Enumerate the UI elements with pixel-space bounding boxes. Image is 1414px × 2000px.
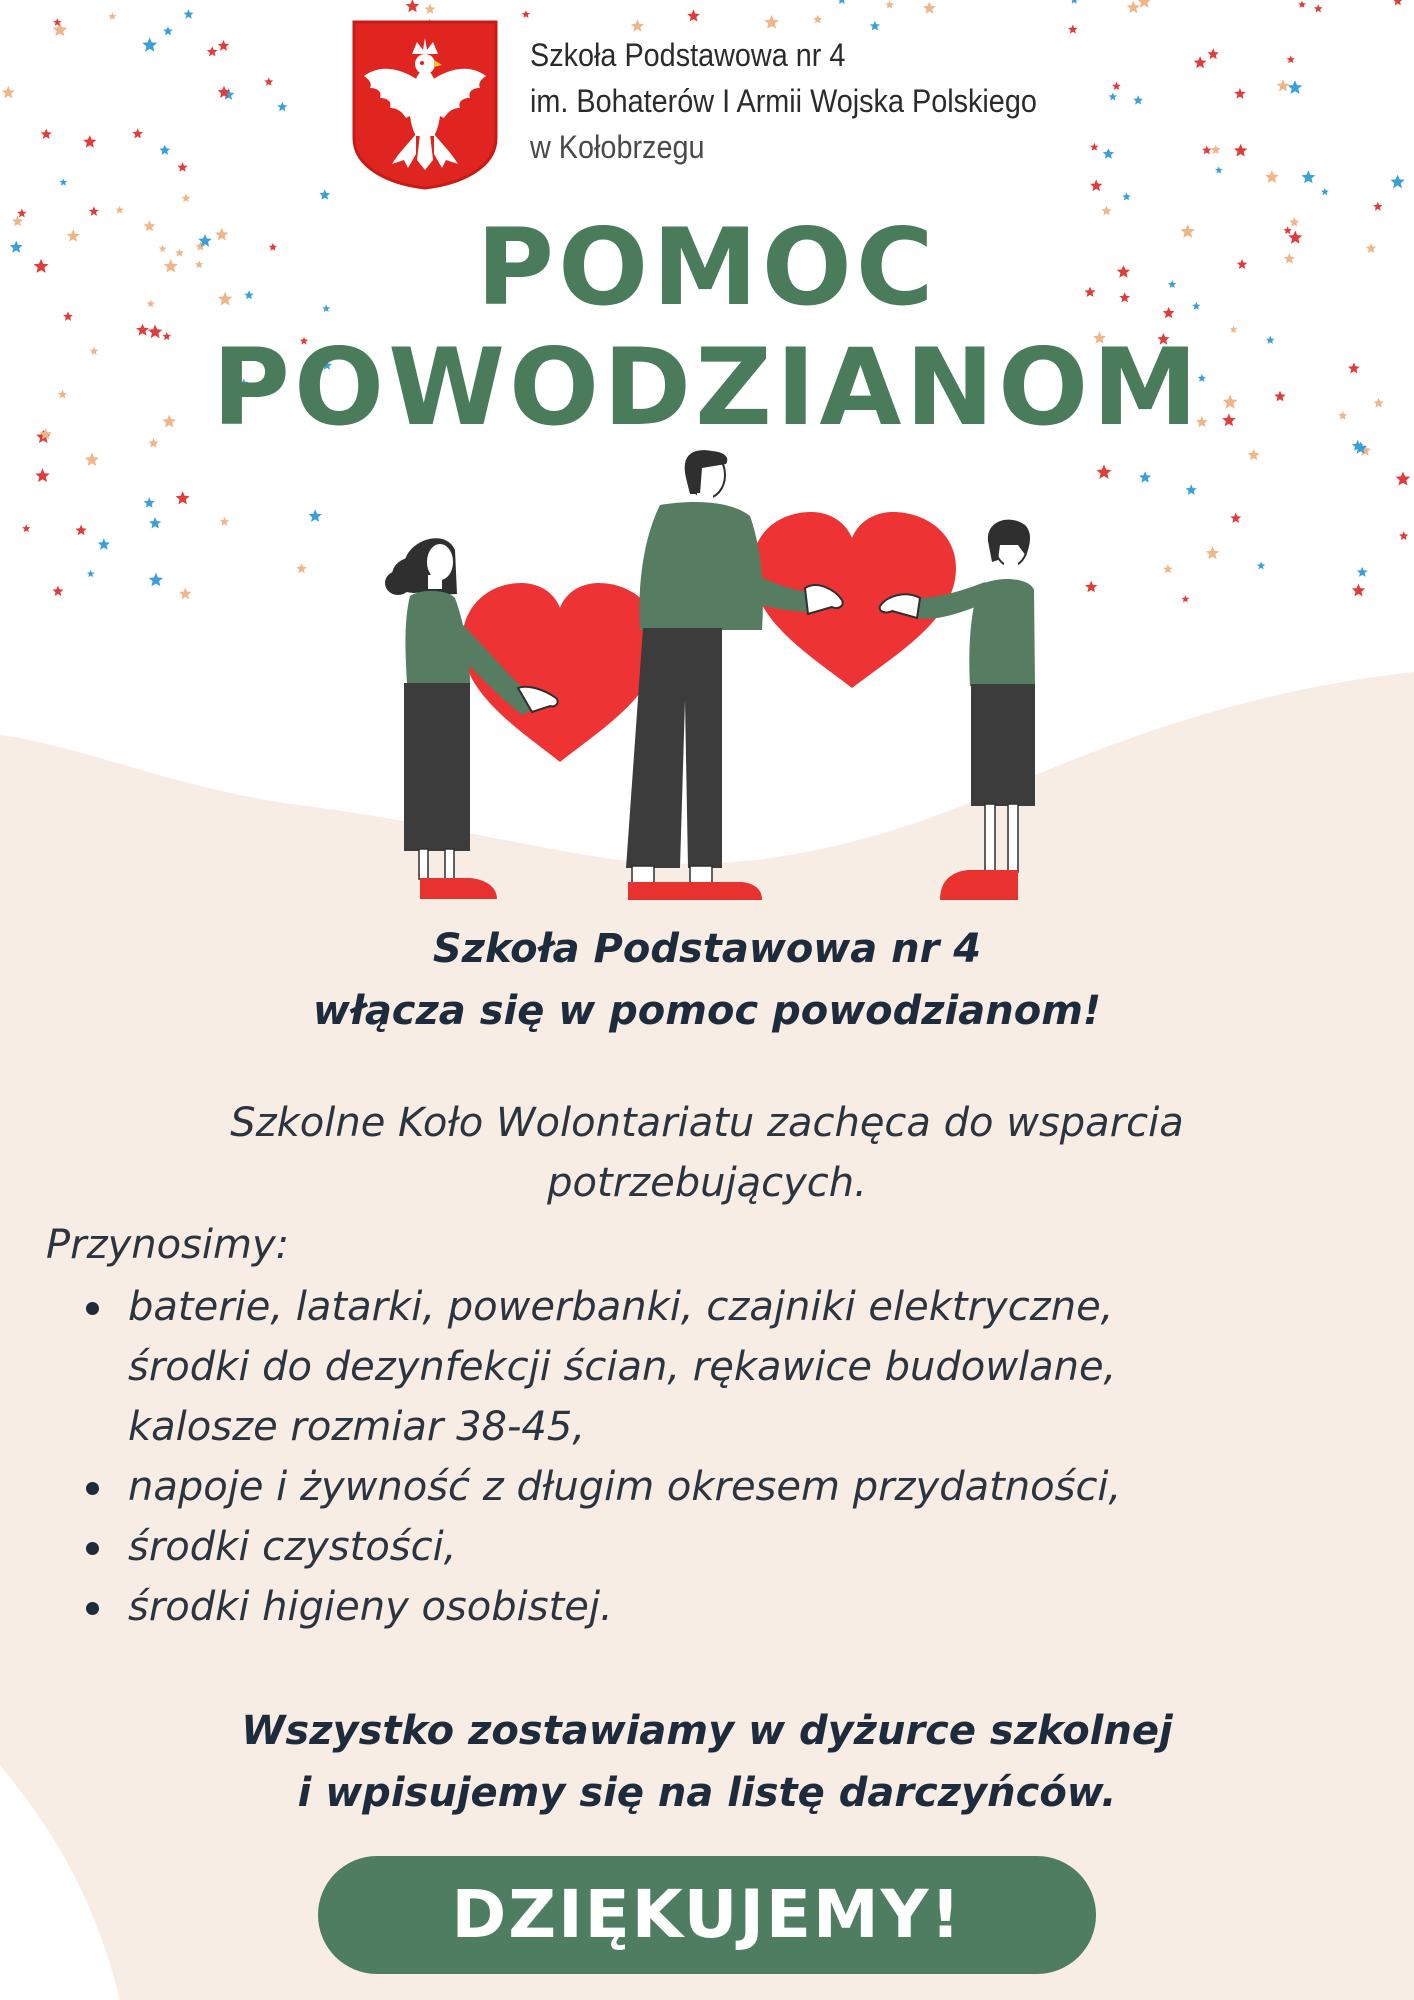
- intro-line1: Szkolne Koło Wolontariatu zachęca do wsparcia: [230, 1100, 1184, 1146]
- list-item-line: środki higieny osobistej.: [128, 1584, 613, 1630]
- school-name-line1: Szkoła Podstawowa nr 4: [530, 37, 846, 73]
- thanks-banner: DZIĘKUJEMY!: [318, 1856, 1096, 1974]
- title-line2: POWODZIANOM: [212, 326, 1202, 449]
- page-title: [0, 208, 1414, 448]
- bring-label: Przynosimy:: [46, 1222, 290, 1268]
- polish-eagle-emblem-icon: [350, 18, 500, 190]
- school-header: [350, 18, 1150, 193]
- intro-text: [0, 1093, 1414, 1213]
- list-item-line: środki do dezynfekcji ścian, rękawice budowlane,: [128, 1344, 1117, 1390]
- list-item-line: baterie, latarki, powerbanki, czajniki elektryczne,: [128, 1284, 1114, 1330]
- intro-line2: potrzebujących.: [547, 1160, 867, 1206]
- donation-items-list: [78, 1277, 1378, 1637]
- list-item: [78, 1277, 1378, 1457]
- lead-line1: Szkoła Podstawowa nr 4: [432, 926, 982, 972]
- list-item-line: kalosze rozmiar 38-45,: [128, 1404, 586, 1450]
- list-item: [78, 1517, 1378, 1577]
- school-name-line2: im. Bohaterów I Armii Wojska Polskiego: [530, 83, 1037, 119]
- list-item: [78, 1457, 1378, 1517]
- lead-heading: [0, 918, 1414, 1042]
- closing-line2: i wpisujemy się na listę darczyńców.: [297, 1770, 1117, 1816]
- list-item-line: środki czystości,: [128, 1524, 457, 1570]
- list-item-line: napoje i żywność z długim okresem przydatności,: [128, 1464, 1122, 1510]
- title-line1: POMOC: [476, 206, 938, 329]
- list-item: [78, 1577, 1378, 1637]
- school-name: [530, 32, 1037, 170]
- lead-line2: włącza się w pomoc powodzianom!: [312, 988, 1102, 1034]
- school-name-line3: w Kołobrzegu: [530, 129, 705, 165]
- closing-text: [0, 1700, 1414, 1824]
- closing-line1: Wszystko zostawiamy w dyżurce szkolnej: [241, 1708, 1173, 1754]
